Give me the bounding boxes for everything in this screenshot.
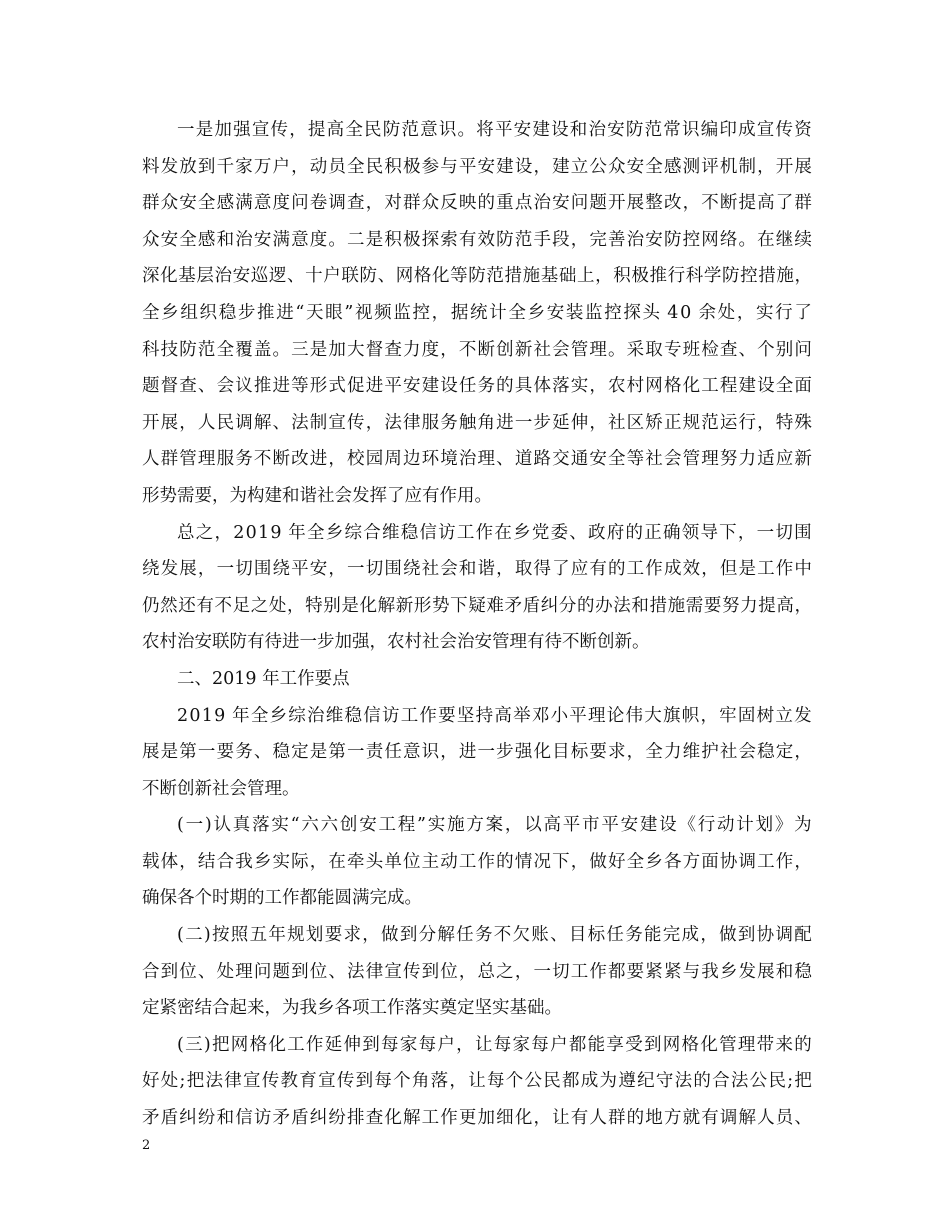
text-line: 展 是 第 一 要 务 、 稳 定 是 第 一 责 任 意 识 ， 进 一 步 强 化 目 标 要 求 ， 全 力 维 护 社 会 稳 定 ，	[142, 742, 812, 763]
text-line: 确保各个时期的工作都能圆满完成。	[142, 888, 422, 909]
text-line: 群 众 安 全 感 满 意 度 问 卷 调 查 ， 对 群 众 反 映 的 重 点 治 安 问 题 开 展 整 改 ， 不 断 提 高 了 群	[142, 193, 812, 214]
text-line: 形势需要，为构建和谐社会发挥了应有作用。	[142, 485, 492, 506]
text-line: 深 化 基 层 治 安 巡 逻 、 十 户 联 防 、 网 格 化 等 防 范 措 施 基 础 上 ， 积 极 推 行 科 学 防 控 措 施 ，	[142, 266, 812, 287]
text-line: 不断创新社会管理。	[142, 778, 300, 799]
text-line: 定紧密结合起来，为我乡各项工作落实奠定坚实基础。	[142, 998, 562, 1019]
text-line: 绕 发 展 ， 一 切 围 绕 平 安 ， 一 切 围 绕 社 会 和 谐 ， 取 得 了 应 有 的 工 作 成 效 ， 但 是 工 作 中	[142, 559, 812, 580]
text-line: 2 0 1 9 年 全 乡 综 治 维 稳 信 访 工 作 要 坚 持 高 举 邓 小 平 理 论 伟 大 旗 帜 ， 牢 固 树 立 发	[142, 705, 812, 726]
text-line: 科 技 防 范 全 覆 盖 。 三 是 加 大 督 查 力 度 ， 不 断 创 新 社 会 管 理 。 采 取 专 班 检 查 、 个 别 问	[142, 339, 812, 360]
text-line: 合 到 位 、 处 理 问 题 到 位 、 法 律 宣 传 到 位 ， 总 之 ， 一 切 工 作 都 要 紧 紧 与 我 乡 发 展 和 稳	[142, 961, 812, 982]
text-line: 矛 盾 纠 纷 和 信 访 矛 盾 纠 纷 排 查 化 解 工 作 更 加 细 化 ， 让 有 人 群 的 地 方 就 有 调 解 人 员 、	[142, 1108, 812, 1129]
text-line: 二、2019 年工作要点	[142, 668, 350, 689]
text-line: 众 安 全 感 和 治 安 满 意 度 。 二 是 积 极 探 索 有 效 防 范 手 段 ， 完 善 治 安 防 控 网 络 。 在 继 续	[142, 229, 812, 250]
document-body	[142, 112, 812, 1137]
text-line: 载 体 ， 结 合 我 乡 实 际 ， 在 牵 头 单 位 主 动 工 作 的 情 况 下 ， 做 好 全 乡 各 方 面 协 调 工 作 ，	[142, 851, 812, 872]
text-line: 开 展 ， 人 民 调 解 、 法 制 宣 传 ， 法 律 服 务 触 角 进 一 步 延 伸 ， 社 区 矫 正 规 范 运 行 ， 特 殊	[142, 412, 812, 433]
text-line: 全 乡 组 织 稳 步 推 进 “ 天 眼 ” 视 频 监 控 ， 据 统 计 全 乡 安 装 监 控 探 头 4 0 余 处 ， 实 行 了	[142, 302, 812, 323]
text-line: 好 处 ; 把 法 律 宣 传 教 育 宣 传 到 每 个 角 落 ， 让 每 个 公 民 都 成 为 遵 纪 守 法 的 合 法 公 民 ; 把	[142, 1071, 812, 1092]
text-line: 总 之 ， 2 0 1 9 年 全 乡 综 合 维 稳 信 访 工 作 在 乡 党 委 、 政 府 的 正 确 领 导 下 ， 一 切 围	[142, 522, 812, 543]
text-line: 题 督 查 、 会 议 推 进 等 形 式 促 进 平 安 建 设 任 务 的 具 体 落 实 ， 农 村 网 格 化 工 程 建 设 全 面	[142, 376, 812, 397]
text-line: 人 群 管 理 服 务 不 断 改 进 ， 校 园 周 边 环 境 治 理 、 道 路 交 通 安 全 等 社 会 管 理 努 力 适 应 新	[142, 449, 812, 470]
text-line: 一 是 加 强 宣 传 ， 提 高 全 民 防 范 意 识 。 将 平 安 建 设 和 治 安 防 范 常 识 编 印 成 宣 传 资	[142, 120, 812, 140]
text-line: ( 三 ) 把 网 格 化 工 作 延 伸 到 每 家 每 户 ， 让 每 家 每 户 都 能 享 受 到 网 格 化 管 理 带 来 的	[142, 1034, 812, 1055]
text-line: 农村治安联防有待进一步加强，农村社会治安管理有待不断创新。	[142, 632, 650, 653]
text-line: 仍 然 还 有 不 足 之 处 ， 特 别 是 化 解 新 形 势 下 疑 难 矛 盾 纠 分 的 办 法 和 措 施 需 要 努 力 提 高 ，	[142, 595, 812, 616]
text-line: 料 发 放 到 千 家 万 户 ， 动 员 全 民 积 极 参 与 平 安 建 设 ， 建 立 公 众 安 全 感 测 评 机 制 ， 开 展	[142, 156, 812, 177]
text-line: ( 二 ) 按 照 五 年 规 划 要 求 ， 做 到 分 解 任 务 不 欠 账 、 目 标 任 务 能 完 成 ， 做 到 协 调 配	[142, 925, 812, 946]
text-line: ( 一 ) 认 真 落 实 “ 六 六 创 安 工 程 ” 实 施 方 案 ， 以 高 平 市 平 安 建 设 《 行 动 计 划 》 为	[142, 815, 812, 836]
page-number: 2	[142, 1138, 151, 1153]
